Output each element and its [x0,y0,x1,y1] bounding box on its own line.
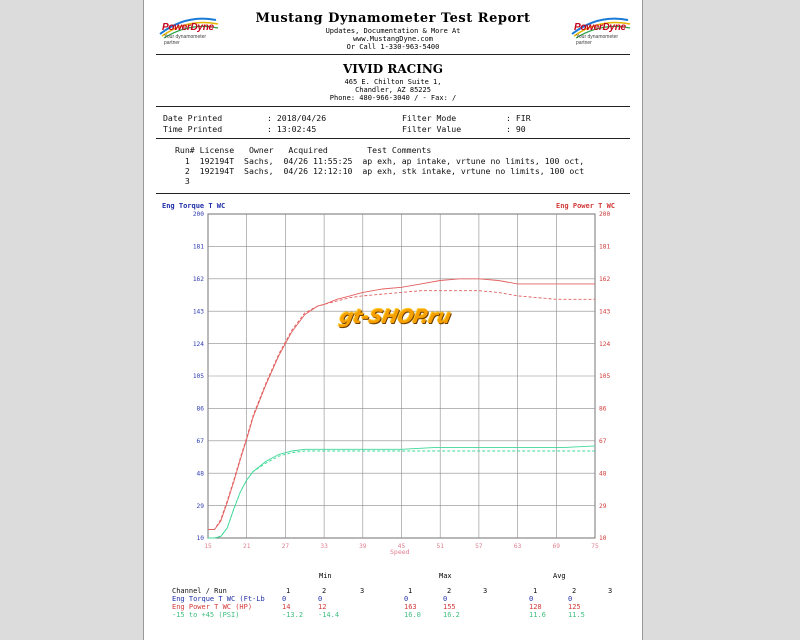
stats-run-header: 1 [533,587,538,595]
x-tick-label: 75 [591,543,599,550]
y-tick-label-right: 181 [599,243,611,251]
stats-value: 0 [404,595,409,603]
report-title: Mustang Dynamometer Test Report [255,11,531,26]
run-row-3: 3 [175,176,190,186]
y-tick-label-left: 143 [192,308,204,316]
y-tick-label-left: 124 [192,340,204,348]
shop-name: VIVID RACING [342,62,444,76]
filter-value-label: Filter Value [402,124,462,134]
report-page [143,0,643,640]
y-tick-label-right: 200 [599,211,611,219]
stats-run-header: 2 [322,587,327,595]
stats-value: 14 [282,603,291,611]
stats-run-header: 2 [447,587,452,595]
stats-row-label: Eng Torque T WC (Ft-Lb [172,595,265,603]
powerdyne-logo-left: PowerDyne Your dynamometer partner [156,12,220,44]
stats-run-header: 1 [286,587,291,595]
stats-value: 11.6 [529,611,546,619]
stats-value: 12 [318,603,327,611]
x-tick-label: 21 [242,543,251,550]
filter-mode-value: : FIR [506,113,531,123]
stats-value: 155 [443,603,456,611]
stats-value: 0 [529,595,534,603]
y-tick-label-right: 67 [599,438,607,445]
y-tick-label-right: 86 [599,405,607,413]
stats-value: -13.2 [282,611,304,619]
run-row-2: 2 192194T Sachs, 04/26 12:12:10 ap exh, stk intake, vrtune no limits, 100 oct [175,166,585,176]
stats-avg-header: Avg [553,572,566,580]
x-tick-label: 57 [475,543,483,550]
x-tick-label: 51 [436,543,444,550]
y-tick-label-right: 29 [599,502,607,510]
y-tick-label-left: 200 [192,211,204,219]
y-tick-label-right: 48 [599,470,607,478]
x-tick-label: 15 [204,543,212,550]
y-tick-label-left: 48 [196,470,204,478]
time-printed-label: Time Printed [163,124,223,134]
x-tick-label: 45 [397,543,406,550]
stats-max-header: Max [439,572,452,580]
stats-channel-header: Channel / Run [172,587,227,595]
stats-run-header: 2 [572,587,577,595]
x-axis-title: Speed [390,548,410,556]
time-printed-value: : 13:02:45 [267,124,317,134]
y-tick-label-left: 181 [192,243,204,251]
powerdyne-logo-right: PowerDyne Your dynamometer partner [568,12,632,44]
filter-mode-label: Filter Mode [402,113,457,123]
date-printed-label: Date Printed [163,113,223,123]
run-row-1: 1 192194T Sachs, 04/26 11:55:25 ap exh, ap intake, vrtune no limits, 100 oct, [175,156,585,166]
stats-row-label: -15 to +45 (PSI) [172,611,240,619]
stats-value: 125 [568,603,581,611]
y-tick-label-left: 162 [192,276,204,283]
x-tick-label: 63 [513,543,522,550]
stats-value: 0 [568,595,573,603]
stats-value: 11.5 [568,611,585,619]
header-line-1: Updates, Documentation & More At [325,27,461,35]
x-tick-label: 69 [552,543,561,550]
y-tick-label-left: 10 [196,535,204,543]
stats-value: 0 [318,595,323,603]
filter-value-value: : 90 [506,124,526,134]
runs-header: Run# License Owner Acquired Test Comments [175,145,432,155]
stats-run-header: 1 [408,587,413,595]
shop-address-2: Chandler, AZ 85225 [355,86,431,94]
stats-value: 163 [404,603,417,611]
right-axis-title: Eng Power T WC [556,202,616,210]
y-tick-label-left: 86 [196,405,204,413]
watermark-logo: gt-SHOP.ru [337,306,453,328]
stats-run-header: 3 [360,587,365,595]
y-tick-label-left: 67 [196,438,204,445]
y-tick-label-left: 105 [192,373,204,381]
left-axis-title: Eng Torque T WC [162,202,226,210]
stats-value: 128 [529,603,542,611]
stats-row-label: Eng Power T WC (HP) [172,603,253,611]
stats-value: 0 [282,595,287,603]
y-tick-label-right: 124 [599,340,611,348]
shop-phone: Phone: 480-966-3040 / - Fax: / [329,94,457,102]
y-tick-label-right: 105 [599,373,611,381]
stats-value: 16.2 [443,611,460,619]
stats-value: -14.4 [318,611,340,619]
stats-value: 0 [443,595,448,603]
y-tick-label-left: 29 [196,502,204,510]
date-printed-value: : 2018/04/26 [267,113,327,123]
y-tick-label-right: 10 [599,535,607,543]
header-line-3: Or Call 1-330-963-5400 [346,43,440,51]
x-tick-label: 27 [281,543,290,550]
y-tick-label-right: 162 [599,276,611,283]
y-tick-label-right: 143 [599,308,611,316]
stats-value: 16.0 [404,611,421,619]
shop-address-1: 465 E. Chilton Suite 1, [344,78,442,86]
header-line-2: www.MustangDyne.com [352,35,434,43]
x-tick-label: 39 [359,543,367,550]
stats-min-header: Min [319,572,332,580]
stats-run-header: 3 [483,587,488,595]
stats-run-header: 3 [608,587,613,595]
x-tick-label: 33 [320,543,328,550]
